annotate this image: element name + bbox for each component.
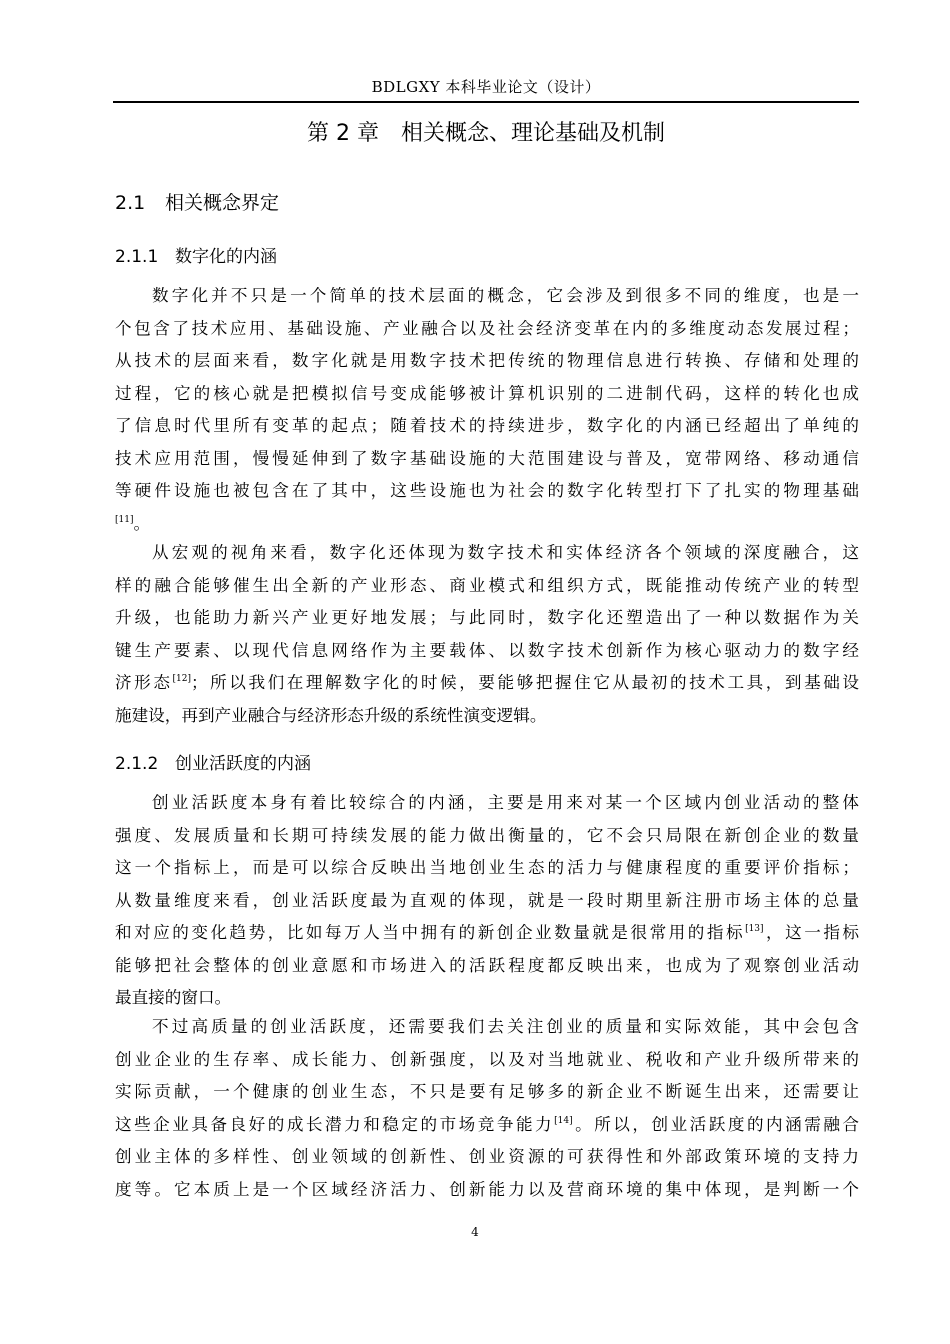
text-line: 强度、发展质量和长期可持续发展的能力做出衡量的，它不会只局限在新创企业的数量: [115, 825, 859, 845]
text-line: 等硬件设施也被包含在了其中，这些设施也为社会的数字化转型打下了扎实的物理基础: [115, 481, 859, 500]
section-number: 2.1.2: [115, 754, 159, 774]
citation: [12]: [172, 674, 191, 684]
citation: [13]: [745, 924, 764, 934]
paragraph-entrepreneurship-1: [115, 787, 859, 1015]
text-line: 创业活跃度本身有着比较综合的内涵，主要是用来对某一个区域内创业活动的整体: [152, 793, 859, 812]
text-run: ；所以我们在理解数字化的时候，要能够把握住它从最初的技术工具，到基础设: [190, 673, 859, 692]
section-number: 2.1: [115, 192, 146, 214]
text-line: 创业主体的多样性、创业领域的创新性、创业资源的可获得性和外部政策环境的支持力: [115, 1147, 859, 1166]
paragraph-entrepreneurship-2: [115, 1011, 859, 1206]
text-run: 和对应的变化趋势，比如每万人当中拥有的新创企业数量就是很常用的指标: [115, 923, 746, 942]
text-line: [115, 508, 859, 541]
citation: [11]: [115, 514, 134, 525]
running-header: BDLGXY 本科毕业论文（设计）: [371, 78, 601, 96]
text-line: 不过高质量的创业活跃度，还需要我们去关注创业的质量和实际效能，其中会包含: [152, 1017, 859, 1036]
section-heading-2-1-2: [115, 749, 311, 774]
section-number: 2.1.1: [115, 247, 159, 267]
text-line: 从数量维度来看，创业活跃度最为直观的体现，就是一段时期里新注册市场主体的总量: [115, 890, 859, 910]
text-run: 济形态: [115, 673, 173, 692]
text-line: 创业企业的生存率、成长能力、创新强度，以及对当地就业、税收和产业升级所带来的: [115, 1049, 859, 1069]
text-line: 施建设，再到产业融合与经济形态升级的系统性演变逻辑。: [115, 705, 547, 725]
text-line: 从宏观的视角来看，数字化还体现为数字技术和实体经济各个领域的深度融合，这: [152, 543, 859, 562]
text-line: [115, 1109, 859, 1142]
text-run: 。所以，创业活跃度的内涵需融合: [572, 1114, 859, 1134]
text-line: 这一个指标上，而是可以综合反映出当地创业生态的活力与健康程度的重要评价指标；: [115, 858, 859, 877]
text-line: 实际贡献，一个健康的创业生态，不只是要有足够多的新企业不断诞生出来，还需要让: [115, 1082, 859, 1101]
text-line: 技术应用范围，慢慢延伸到了数字基础设施的大范围建设与普及，宽带网络、移动通信: [115, 448, 859, 468]
text-line: 个包含了技术应用、基础设施、产业融合以及社会经济变革在内的多维度动态发展过程；: [115, 318, 859, 338]
text-line: 从技术的层面来看，数字化就是用数字技术把传统的物理信息进行转换、存储和处理的: [115, 351, 859, 370]
text-line: 度等。它本质上是一个区域经济活力、创新能力以及营商环境的集中体现，是判断一个: [115, 1179, 859, 1199]
section-title: 相关概念界定: [165, 192, 280, 214]
text-run: 这些企业具备良好的成长潜力和稳定的市场竞争能力: [115, 1114, 555, 1134]
text-run: ，这一指标: [763, 923, 859, 942]
section-heading-2-1-1: [115, 242, 277, 267]
text-line: 最直接的窗口。: [115, 988, 232, 1007]
text-line: 能够把社会整体的创业意愿和市场进入的活跃程度都反映出来，也成为了观察创业活动: [115, 955, 859, 975]
text-line: [115, 667, 859, 700]
page-number: 4: [471, 1225, 479, 1239]
text-line: 过程，它的核心就是把模拟信号变成能够被计算机识别的二进制代码，这样的转化也成: [115, 383, 859, 403]
header-rule: [113, 101, 859, 103]
text-line: 数字化并不只是一个简单的技术层面的概念，它会涉及到很多不同的维度，也是一: [152, 286, 859, 305]
text-run: 。: [133, 513, 151, 533]
paragraph-digitalization-2: [115, 537, 859, 732]
citation: [14]: [554, 1115, 573, 1126]
text-line: 了信息时代里所有变革的起点；随着技术的持续进步，数字化的内涵已经超出了单纯的: [115, 416, 859, 435]
chapter-title: 第 2 章 相关概念、理论基础及机制: [307, 121, 665, 146]
text-line: 样的融合能够催生出全新的产业形态、商业模式和组织方式，既能推动传统产业的转型: [115, 575, 859, 595]
text-line: [115, 917, 859, 950]
text-line: 升级，也能助力新兴产业更好地发展；与此同时，数字化还塑造出了一种以数据作为关: [115, 608, 859, 627]
section-title: 创业活跃度的内涵: [175, 754, 311, 774]
section-title: 数字化的内涵: [175, 247, 277, 267]
text-line: 键生产要素、以现代信息网络作为主要载体、以数字技术创新作为核心驱动力的数字经: [115, 640, 859, 660]
section-heading-2-1: [115, 188, 279, 215]
paragraph-digitalization-1: [115, 280, 859, 540]
